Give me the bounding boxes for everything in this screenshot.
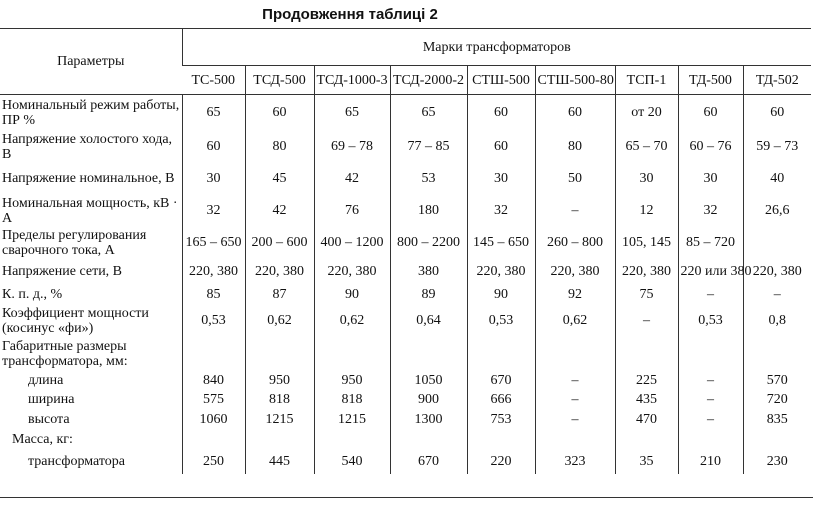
table-cell: – bbox=[743, 284, 811, 306]
table-cell: 87 bbox=[245, 284, 314, 306]
table-cell: 220, 380 bbox=[535, 259, 615, 284]
table-cell: 65 bbox=[182, 95, 245, 131]
table-cell: 42 bbox=[314, 163, 390, 195]
table-cell: 40 bbox=[743, 163, 811, 195]
table-cell: 950 bbox=[245, 372, 314, 390]
row-label: трансформатора bbox=[28, 454, 126, 469]
table-cell: 753 bbox=[467, 410, 535, 430]
table-cell: 380 bbox=[390, 259, 467, 284]
row-label: Пределы регулирования сварочного тока, А bbox=[2, 227, 147, 258]
table-row bbox=[0, 195, 811, 227]
table-cell: 80 bbox=[245, 131, 314, 163]
column-header: СТШ-500 bbox=[467, 66, 535, 95]
table-cell: 220 или 380 bbox=[678, 259, 743, 284]
table-cell: 92 bbox=[535, 284, 615, 306]
table-row bbox=[0, 163, 811, 195]
table-body bbox=[0, 95, 811, 474]
table-cell: 32 bbox=[467, 195, 535, 227]
table-cell: от 20 bbox=[615, 95, 678, 131]
table-row bbox=[0, 390, 811, 410]
table-row bbox=[0, 336, 811, 372]
table-cell: 60 bbox=[743, 95, 811, 131]
table-cell: 220 bbox=[467, 450, 535, 474]
table-cell bbox=[535, 430, 615, 450]
row-label: Масса, кг: bbox=[12, 432, 73, 447]
row-label: Номинальная мощность, кВ · А bbox=[2, 195, 178, 226]
table-cell: 0,62 bbox=[535, 306, 615, 336]
table-cell bbox=[467, 430, 535, 450]
table-cell: 720 bbox=[743, 390, 811, 410]
row-label: высота bbox=[28, 412, 70, 427]
table-row bbox=[0, 259, 811, 284]
table-cell: 60 bbox=[678, 95, 743, 131]
table-cell: 540 bbox=[314, 450, 390, 474]
column-header: ТСД-500 bbox=[245, 66, 314, 95]
table-cell: 1215 bbox=[314, 410, 390, 430]
table-cell: 60 bbox=[535, 95, 615, 131]
table-cell: 220, 380 bbox=[615, 259, 678, 284]
table-cell: 200 – 600 bbox=[245, 227, 314, 259]
table-cell: 75 bbox=[615, 284, 678, 306]
table-row bbox=[0, 284, 811, 306]
table-cell bbox=[615, 430, 678, 450]
row-label: Номинальный режим работы, ПР % bbox=[2, 97, 180, 128]
table-cell bbox=[314, 430, 390, 450]
table-cell bbox=[314, 336, 390, 372]
table-cell: 32 bbox=[182, 195, 245, 227]
table-bottom-rule bbox=[0, 497, 813, 498]
column-header: ТС-500 bbox=[182, 66, 245, 95]
table-cell: 32 bbox=[678, 195, 743, 227]
table-cell: 65 bbox=[314, 95, 390, 131]
column-header: ТСД-2000-2 bbox=[390, 66, 467, 95]
column-header: ТД-500 bbox=[678, 66, 743, 95]
table-cell: 230 bbox=[743, 450, 811, 474]
table-cell: – bbox=[678, 284, 743, 306]
table-cell: 225 bbox=[615, 372, 678, 390]
table-cell: 76 bbox=[314, 195, 390, 227]
row-label: ширина bbox=[28, 392, 75, 407]
table-cell: 0,53 bbox=[467, 306, 535, 336]
table-continuation-title: Продовження таблиці 2 bbox=[262, 6, 438, 23]
table-cell: 90 bbox=[467, 284, 535, 306]
table-cell bbox=[615, 336, 678, 372]
table-cell: 0,53 bbox=[678, 306, 743, 336]
table-cell: 65 bbox=[390, 95, 467, 131]
table-cell: 470 bbox=[615, 410, 678, 430]
table-cell: 165 – 650 bbox=[182, 227, 245, 259]
table-cell: 1215 bbox=[245, 410, 314, 430]
table-row bbox=[0, 95, 811, 131]
table-cell: 45 bbox=[245, 163, 314, 195]
column-header: ТСП-1 bbox=[615, 66, 678, 95]
table-cell bbox=[182, 336, 245, 372]
table-cell: 210 bbox=[678, 450, 743, 474]
row-label: Напряжение номинальное, В bbox=[2, 171, 175, 186]
table-cell bbox=[678, 430, 743, 450]
table-cell: 220, 380 bbox=[182, 259, 245, 284]
table-cell: 900 bbox=[390, 390, 467, 410]
table-row bbox=[0, 306, 811, 336]
table-cell bbox=[245, 336, 314, 372]
table-cell: 250 bbox=[182, 450, 245, 474]
table-cell: 105, 145 bbox=[615, 227, 678, 259]
table-cell: 0,62 bbox=[245, 306, 314, 336]
table-cell bbox=[743, 227, 811, 259]
table-cell: – bbox=[535, 195, 615, 227]
header-brands: Марки трансформаторов bbox=[182, 29, 811, 66]
table-cell: 818 bbox=[245, 390, 314, 410]
table-cell: 89 bbox=[390, 284, 467, 306]
table-cell: 445 bbox=[245, 450, 314, 474]
table-cell: 800 – 2200 bbox=[390, 227, 467, 259]
table-cell: 0,64 bbox=[390, 306, 467, 336]
table-cell: 77 – 85 bbox=[390, 131, 467, 163]
row-label: Габаритные размеры трансформатора, мм: bbox=[2, 338, 128, 369]
table-cell: 35 bbox=[615, 450, 678, 474]
table-cell: 60 bbox=[245, 95, 314, 131]
table-cell: 60 – 76 bbox=[678, 131, 743, 163]
table-cell: 0,8 bbox=[743, 306, 811, 336]
table-cell: 60 bbox=[182, 131, 245, 163]
transformer-table bbox=[0, 28, 811, 474]
table-cell: 145 – 650 bbox=[467, 227, 535, 259]
row-label: Напряжение холостого хода, В bbox=[2, 131, 173, 162]
table-cell: – bbox=[678, 410, 743, 430]
table-cell: 12 bbox=[615, 195, 678, 227]
table-cell: 1060 bbox=[182, 410, 245, 430]
table-cell: 323 bbox=[535, 450, 615, 474]
table-cell: 180 bbox=[390, 195, 467, 227]
table-row bbox=[0, 131, 811, 163]
table-cell: 260 – 800 bbox=[535, 227, 615, 259]
table-cell: 53 bbox=[390, 163, 467, 195]
table-cell: – bbox=[535, 372, 615, 390]
table-row bbox=[0, 450, 811, 474]
header-params: Параметры bbox=[0, 29, 182, 95]
table-cell: 220, 380 bbox=[314, 259, 390, 284]
row-label: Напряжение сети, В bbox=[2, 263, 123, 279]
table-cell: 570 bbox=[743, 372, 811, 390]
table-cell: 42 bbox=[245, 195, 314, 227]
table-cell bbox=[535, 336, 615, 372]
table-cell: 835 bbox=[743, 410, 811, 430]
table-cell: 666 bbox=[467, 390, 535, 410]
table-cell: 90 bbox=[314, 284, 390, 306]
table-cell: – bbox=[535, 410, 615, 430]
table-cell: 65 – 70 bbox=[615, 131, 678, 163]
table-cell: 1300 bbox=[390, 410, 467, 430]
table-cell: – bbox=[615, 306, 678, 336]
table-cell: 670 bbox=[390, 450, 467, 474]
table-cell: 30 bbox=[467, 163, 535, 195]
table-cell: 80 bbox=[535, 131, 615, 163]
table-cell: 85 – 720 bbox=[678, 227, 743, 259]
column-header: ТСД-1000-3 bbox=[314, 66, 390, 95]
table-cell: 220, 380 bbox=[245, 259, 314, 284]
table-cell: – bbox=[535, 390, 615, 410]
row-label: длина bbox=[28, 373, 64, 388]
column-header: ТД-502 bbox=[743, 66, 811, 95]
table-cell: 840 bbox=[182, 372, 245, 390]
table-cell bbox=[245, 430, 314, 450]
table-cell: – bbox=[678, 372, 743, 390]
table-row bbox=[0, 227, 811, 259]
table-cell bbox=[743, 430, 811, 450]
table-row bbox=[0, 410, 811, 430]
table-cell bbox=[743, 336, 811, 372]
table-cell: 1050 bbox=[390, 372, 467, 390]
table-cell: 220, 380 bbox=[467, 259, 535, 284]
table-cell: 30 bbox=[678, 163, 743, 195]
table-cell: 69 – 78 bbox=[314, 131, 390, 163]
row-label: К. п. д., % bbox=[2, 287, 63, 302]
table-cell: 30 bbox=[615, 163, 678, 195]
table-cell: 950 bbox=[314, 372, 390, 390]
table-cell: 220, 380 bbox=[743, 259, 811, 284]
table-cell: 400 – 1200 bbox=[314, 227, 390, 259]
table-cell bbox=[390, 336, 467, 372]
table-cell bbox=[467, 336, 535, 372]
table-cell: 26,6 bbox=[743, 195, 811, 227]
table-cell: – bbox=[678, 390, 743, 410]
table-cell: 435 bbox=[615, 390, 678, 410]
table-cell: 85 bbox=[182, 284, 245, 306]
table-cell bbox=[182, 430, 245, 450]
table-cell: 59 – 73 bbox=[743, 131, 811, 163]
table-row bbox=[0, 430, 811, 450]
table-cell: 50 bbox=[535, 163, 615, 195]
table-cell: 60 bbox=[467, 131, 535, 163]
table-cell: 60 bbox=[467, 95, 535, 131]
table-cell: 670 bbox=[467, 372, 535, 390]
table-cell: 818 bbox=[314, 390, 390, 410]
row-label: Коэффициент мощности (косинус «фи») bbox=[2, 305, 149, 336]
table-cell: 575 bbox=[182, 390, 245, 410]
table-cell bbox=[678, 336, 743, 372]
table-cell: 0,62 bbox=[314, 306, 390, 336]
table-cell bbox=[390, 430, 467, 450]
table-cell: 0,53 bbox=[182, 306, 245, 336]
table-cell: 30 bbox=[182, 163, 245, 195]
column-header: СТШ-500-80 bbox=[535, 66, 615, 95]
table-row bbox=[0, 372, 811, 390]
